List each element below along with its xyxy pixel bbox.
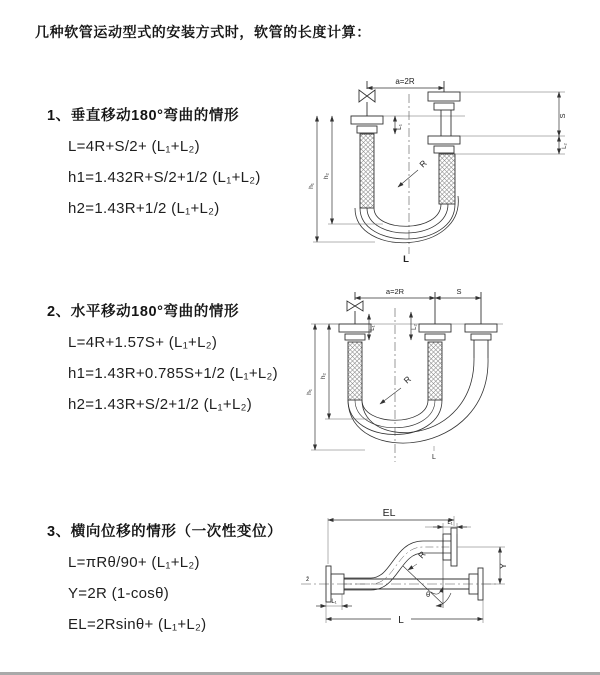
section-3-heading: 3、横向位移的情形（一次性变位） — [47, 524, 283, 540]
diagram-horizontal-180-drawing — [303, 280, 578, 470]
valve-icon — [347, 292, 363, 324]
angle-label: θ — [426, 590, 431, 599]
formula-line: Y=2R (1-cosθ) — [68, 585, 170, 602]
section-1-heading: 1、垂直移动180°弯曲的情形 — [47, 108, 240, 124]
dim-label-l1-left: L₁ — [331, 599, 337, 605]
section-3-formulas — [68, 547, 282, 640]
formula-line: L=4R+S/2+ (L₁+L₂) — [68, 138, 200, 155]
diagram-vertical-180 — [305, 66, 580, 271]
dim-label-a2r: a=2R — [385, 287, 405, 296]
section-2-formulas — [68, 327, 278, 420]
dim-label-l1: L₁ — [396, 124, 403, 130]
dim-label-h1: h₁ — [308, 183, 315, 189]
length-label: L — [432, 454, 436, 461]
formula-line: L=πRθ/90+ (L₁+L₂) — [68, 554, 200, 571]
section-horizontal-180 — [47, 300, 278, 420]
dim-label-h2: h₂ — [323, 172, 330, 180]
dim-label-el: EL — [382, 507, 396, 519]
diagram-lateral-displacement-drawing — [293, 496, 598, 661]
valve-icon — [359, 81, 375, 116]
formula-line: h1=1.43R+0.785S+1/2 (L₁+L₂) — [68, 365, 278, 382]
dim-label-l2: L₂ — [562, 143, 568, 149]
formula-line: h2=1.43R+S/2+1/2 (L₁+L₂) — [68, 396, 253, 413]
dim-label-l1-top: L₁ — [447, 520, 453, 526]
section-1-formulas — [68, 131, 261, 224]
formula-line: EL=2Rsinθ+ (L₁+L₂) — [68, 616, 207, 633]
formula-line: h2=1.43R+1/2 (L₁+L₂) — [68, 200, 220, 217]
dim-label-l1: L₁ — [370, 325, 376, 331]
diagram-horizontal-180 — [303, 280, 578, 475]
displaced-flange-fitting — [465, 292, 497, 358]
dim-label-y: Y — [498, 563, 508, 569]
left-flange-fitting — [339, 324, 371, 400]
dim-label-h2: h₂ — [320, 372, 327, 380]
right-flange-fitting — [428, 81, 460, 204]
formula-line: L=4R+1.57S+ (L₁+L₂) — [68, 334, 218, 351]
hose-curves — [348, 358, 488, 443]
section-lateral-displacement — [47, 520, 282, 640]
dimension-lines — [316, 516, 505, 623]
formula-line: h1=1.432R+S/2+1/2 (L₁+L₂) — [68, 169, 261, 186]
dim-label-a2r: a=2R — [395, 77, 415, 86]
datum-mark: z̄ — [306, 576, 310, 583]
section-vertical-180 — [47, 104, 261, 224]
dim-label-h1: h₁ — [306, 389, 313, 395]
dim-label-s: S — [456, 287, 462, 296]
left-flange-fitting — [351, 116, 383, 208]
dimension-lines — [311, 298, 481, 451]
length-label: L — [398, 615, 404, 626]
diagram-vertical-180-drawing — [305, 66, 580, 266]
length-label: L — [403, 254, 409, 265]
diagram-lateral-displacement — [293, 496, 598, 666]
radius-label: R — [416, 549, 428, 561]
radius-label: R — [401, 373, 413, 386]
radius-label: R — [417, 158, 429, 170]
section-2-heading: 2、水平移动180°弯曲的情形 — [47, 304, 240, 320]
hose-s-curve — [344, 541, 451, 590]
page-title: 几种软管运动型式的安装方式时，软管的长度计算： — [35, 24, 371, 40]
dim-label-s: S — [558, 113, 567, 119]
dim-label-l2: L₂ — [412, 324, 418, 330]
middle-flange-fitting — [419, 292, 451, 400]
